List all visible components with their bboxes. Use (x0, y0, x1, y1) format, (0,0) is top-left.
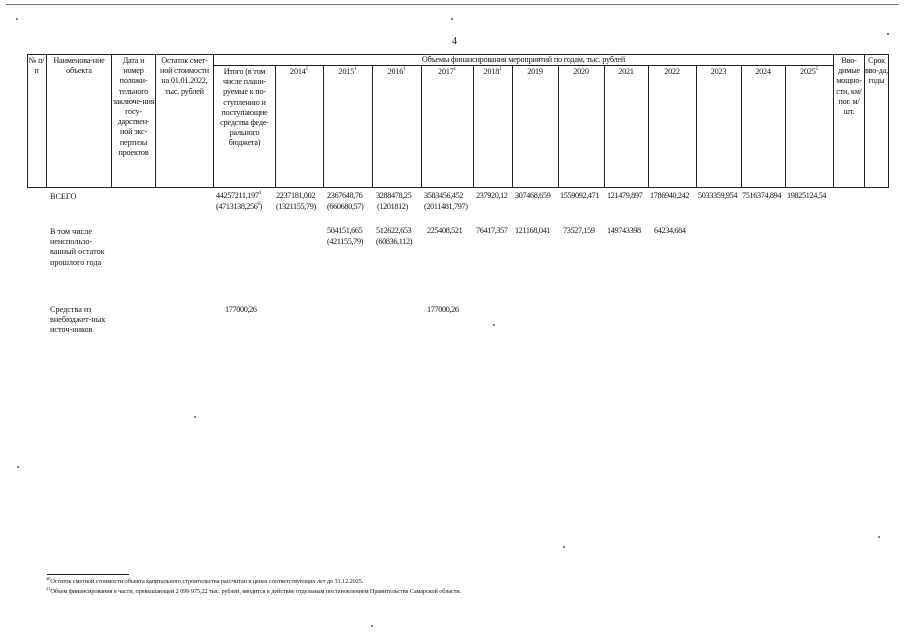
col-line (741, 65, 742, 188)
header-year-2021: 2021 (618, 67, 634, 76)
header-year-2022: 2022 (664, 67, 680, 76)
unused-2017: 225408,521 (427, 226, 463, 235)
header-year-2017: 2017$^1$ (438, 67, 456, 76)
header-year-2023: 2023 (710, 67, 727, 76)
col-line (888, 54, 889, 188)
scan-speck (887, 33, 889, 35)
footnote-21: $^{21}$Объем финансирования в части, превышающей 2 099 975,22 тыс. рублей, вводится в действие отдельным постановлением Правительства Самарской области. (46, 586, 462, 595)
header-year-2016: 2016$^1$ (387, 67, 406, 76)
col-line (275, 65, 276, 188)
scan-speck (563, 546, 565, 548)
header-year-2024: 2024 (755, 67, 771, 76)
scan-speck (451, 18, 453, 20)
scan-speck (16, 18, 18, 20)
total-itogo-federal: (4713138,256$^6$) (216, 202, 263, 211)
col-line (512, 65, 513, 188)
header-capacity: Вво-димые мощно-сти, км/пог. м/шт. (836, 56, 862, 117)
header-year-2018: 2018$^1$ (483, 67, 502, 76)
col-line (372, 65, 373, 188)
scan-speck (493, 324, 495, 326)
header-name: Наименова-ние объекта (53, 56, 105, 76)
total-2014: 2237181,002 (276, 191, 316, 200)
scan-speck (371, 625, 373, 627)
unused-2022: 64234,684 (654, 226, 686, 235)
header-year-2020: 2020 (573, 67, 589, 76)
col-line (785, 65, 786, 188)
col-line (421, 65, 422, 188)
col-line (558, 65, 559, 188)
total-2020: 1559092,471 (560, 191, 600, 200)
unused-2020: 73527,159 (563, 226, 595, 235)
row-total-label: ВСЕГО (50, 192, 77, 201)
total-2016-federal: (1201812) (377, 202, 408, 211)
unused-2015: 504151,665 (327, 226, 363, 235)
col-line (648, 65, 649, 188)
footnote-20: $^{20}$Остаток сметной стоимости объекта капитального строительства рассчитан в ценах соответствующих лет до 31.12.2025. (46, 576, 364, 585)
header-year-2025: 2025$^5$ (800, 67, 818, 76)
page-number: 4 (452, 36, 457, 47)
total-2017: 3583456,452 (424, 191, 464, 200)
header-funding-group: Объемы финансирования мероприятий по годам, тыс. рублей (421, 55, 626, 64)
header-remainder: Остаток смет-ной стоимости на 01.01.2022, тыс. рублей (160, 56, 209, 96)
total-2014-federal: (1321155,79) (276, 202, 316, 211)
total-2016: 3288478,25 (376, 191, 412, 200)
unused-2019: 121168,041 (515, 226, 551, 235)
page-top-border (6, 4, 899, 5)
scan-speck (194, 416, 196, 418)
total-2022: 1786940,242 (650, 191, 690, 200)
total-2019: 307468,659 (515, 191, 551, 200)
footnote-separator (47, 574, 129, 575)
header-bottom-line (27, 187, 889, 188)
total-2023: 5033359,954 (698, 191, 738, 200)
scan-speck (878, 536, 880, 538)
row-unused-label: В том числе неиспользо-ванный остаток прошлого года (50, 227, 105, 267)
header-deadline: Срок вво-да, годы (865, 56, 888, 86)
total-2025: 19825124,54 (787, 191, 827, 200)
header-date: Дата и номер положи-тельного заключе-ния госу-дарствен-ной экс-пертизы проектов (112, 56, 155, 157)
header-year-2014: 2014$^1$ (290, 67, 308, 76)
row-extrabudget-label: Средства из внебюджет-ных источ-ников (50, 305, 106, 335)
col-line (323, 65, 324, 188)
total-itogo: 44257211,197$^4$ (216, 191, 261, 200)
col-line (604, 65, 605, 188)
total-2021: 121479,897 (607, 191, 643, 200)
header-year-2019: 2019 (527, 67, 543, 76)
unused-2016: 512622,653 (376, 226, 412, 235)
extrabudget-2017: 177000,26 (427, 305, 459, 314)
total-2015: 2367648,76 (327, 191, 363, 200)
scan-speck (17, 466, 19, 468)
col-line (46, 54, 47, 188)
total-2018: 237920,12 (476, 191, 508, 200)
header-num: № п/п (28, 56, 45, 76)
unused-2018: 76417,357 (476, 226, 508, 235)
total-2017-federal: (2011481,797) (424, 202, 468, 211)
col-line (473, 65, 474, 188)
unused-2015-federal: (421155,79) (327, 237, 364, 246)
unused-2021: 149743398 (607, 226, 641, 235)
unused-2016-federal: (60836,112) (376, 237, 413, 246)
header-year-2015: 2015$^1$ (338, 67, 357, 76)
total-2015-federal: (660680,57) (327, 202, 364, 211)
extrabudget-itogo: 177000,26 (225, 305, 257, 314)
total-2024: 7516374,894 (742, 191, 782, 200)
col-line (696, 65, 697, 188)
header-total: Итого (в том числе плани-руемые к по-ступлению и поступающие средства феде-рального бюджета) (220, 67, 269, 148)
